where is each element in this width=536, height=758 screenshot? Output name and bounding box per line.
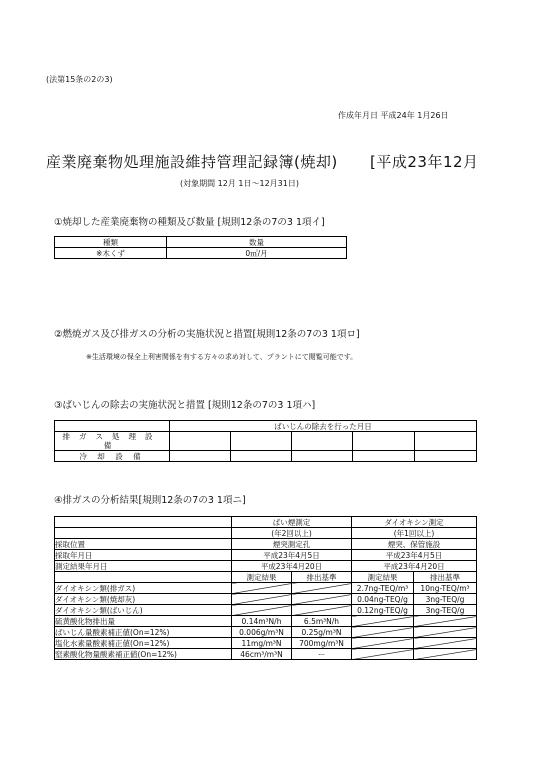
table-cell: 平成23年4月5日	[232, 550, 352, 561]
exhaust-analysis-table	[54, 516, 477, 660]
table-row	[55, 605, 477, 616]
table-row	[55, 451, 477, 462]
table-cell: 6.5m³N/h	[292, 616, 352, 627]
table-cell: 10ng-TEQ/m³	[414, 583, 477, 594]
table-cell	[414, 616, 477, 627]
table-cell: 0.12ng-TEQ/g	[352, 605, 414, 616]
law-reference: (法第15条の2の3)	[46, 75, 113, 84]
row-label: 採取位置	[55, 539, 232, 550]
table-row	[55, 638, 477, 649]
table-row	[55, 421, 477, 432]
table-cell: 0㎥/月	[167, 248, 347, 259]
row-label: 塩化水素量酸素補正値(On=12%)	[55, 638, 232, 649]
row-label: ダイオキシン類(排ガス)	[55, 583, 232, 594]
waste-table	[54, 236, 347, 259]
table-cell	[352, 649, 414, 660]
table-row	[55, 572, 477, 583]
table-cell: 平成23年4月20日	[352, 561, 477, 572]
table-cell	[292, 605, 352, 616]
table-row	[55, 561, 477, 572]
table-cell: ー	[292, 649, 352, 660]
row-label: ダイオキシン類(ばいじん)	[55, 605, 232, 616]
column-header: ばいじんの除去を行った月日	[170, 421, 477, 432]
row-label: 硫黄酸化物排出量	[55, 616, 232, 627]
section3-heading: ③ばいじんの除去の実施状況と措置 [規則12条の7の3 1項ハ]	[54, 400, 316, 411]
table-row	[55, 237, 347, 248]
table-row	[55, 627, 477, 638]
table-cell	[232, 594, 292, 605]
table-cell: 平成23年4月20日	[232, 561, 352, 572]
row-label: 窒素酸化物量酸素補正値(On=12%)	[55, 649, 232, 660]
table-row	[55, 583, 477, 594]
section1-heading: ①焼却した産業廃棄物の種類及び数量 [規則12条の7の3 1項イ]	[54, 217, 325, 228]
table-cell: 11mg/m³N	[232, 638, 292, 649]
smoke-frequency: (年2回以上)	[232, 528, 352, 539]
created-date: 作成年月日 平成24年 1月26日	[338, 111, 449, 120]
table-cell	[55, 421, 170, 432]
column-header: 数量	[167, 237, 347, 248]
row-label: ばいじん量酸素補正値(On=12%)	[55, 627, 232, 638]
table-cell: 平成23年4月5日	[352, 550, 477, 561]
table-cell: 0.006g/m³N	[232, 627, 292, 638]
table-cell: 煙突、保管施設	[352, 539, 477, 550]
section2-note: ※生活環境の保全上利害関係を有する方々の求め対して、プラントにて閲覧可能です。	[86, 353, 358, 361]
column-header: 測定結果	[352, 572, 414, 583]
row-label: 排ガス処理設備	[55, 432, 170, 451]
dust-table	[54, 420, 477, 462]
smoke-measure-header: ばい煙測定	[232, 517, 352, 528]
table-cell: 3ng-TEQ/g	[414, 605, 477, 616]
table-cell: ※木くず	[55, 248, 167, 259]
table-row	[55, 528, 477, 539]
table-row	[55, 539, 477, 550]
table-cell	[414, 627, 477, 638]
table-cell	[292, 583, 352, 594]
table-cell	[352, 638, 414, 649]
table-cell: 700mg/m³N	[292, 638, 352, 649]
column-header: 排出基準	[414, 572, 477, 583]
table-cell	[414, 638, 477, 649]
period-tag: [平成23年12月	[370, 153, 479, 171]
table-cell: 0.14m³N/h	[232, 616, 292, 627]
table-row	[55, 594, 477, 605]
table-cell	[352, 616, 414, 627]
table-cell: 0.25g/m³N	[292, 627, 352, 638]
table-row	[55, 550, 477, 561]
table-cell: 0.04ng-TEQ/g	[352, 594, 414, 605]
column-header: 測定結果	[232, 572, 292, 583]
table-row	[55, 616, 477, 627]
table-cell	[232, 605, 292, 616]
section2-heading: ②燃焼ガス及び排ガスの分析の実施状況と措置[規則12条の7の3 1項ロ]	[54, 329, 360, 340]
table-row	[55, 432, 477, 451]
target-period: (対象期間 12月 1日～12月31日)	[180, 179, 299, 188]
table-cell	[292, 594, 352, 605]
table-cell	[414, 649, 477, 660]
table-cell: 3ng-TEQ/g	[414, 594, 477, 605]
table-cell: 煙突測定孔	[232, 539, 352, 550]
table-cell	[232, 583, 292, 594]
page-title: 産業廃棄物処理施設維持管理記録簿(焼却)	[46, 153, 338, 171]
table-row	[55, 517, 477, 528]
row-label: 採取年月日	[55, 550, 232, 561]
table-cell: 46cm³/m³N	[232, 649, 292, 660]
table-cell: 2.7ng-TEQ/m³	[352, 583, 414, 594]
column-header: 種類	[55, 237, 167, 248]
dioxin-frequency: (年1回以上)	[352, 528, 477, 539]
row-label: ダイオキシン類(焼却灰)	[55, 594, 232, 605]
table-row	[55, 248, 347, 259]
table-row	[55, 649, 477, 660]
section4-heading: ④排ガスの分析結果[規則12条の7の3 1項ニ]	[54, 495, 246, 506]
dioxin-measure-header: ダイオキシン測定	[352, 517, 477, 528]
row-label: 測定結果年月日	[55, 561, 232, 572]
table-cell	[352, 627, 414, 638]
row-label: 冷 却 設 備	[55, 451, 170, 462]
column-header: 排出基準	[292, 572, 352, 583]
